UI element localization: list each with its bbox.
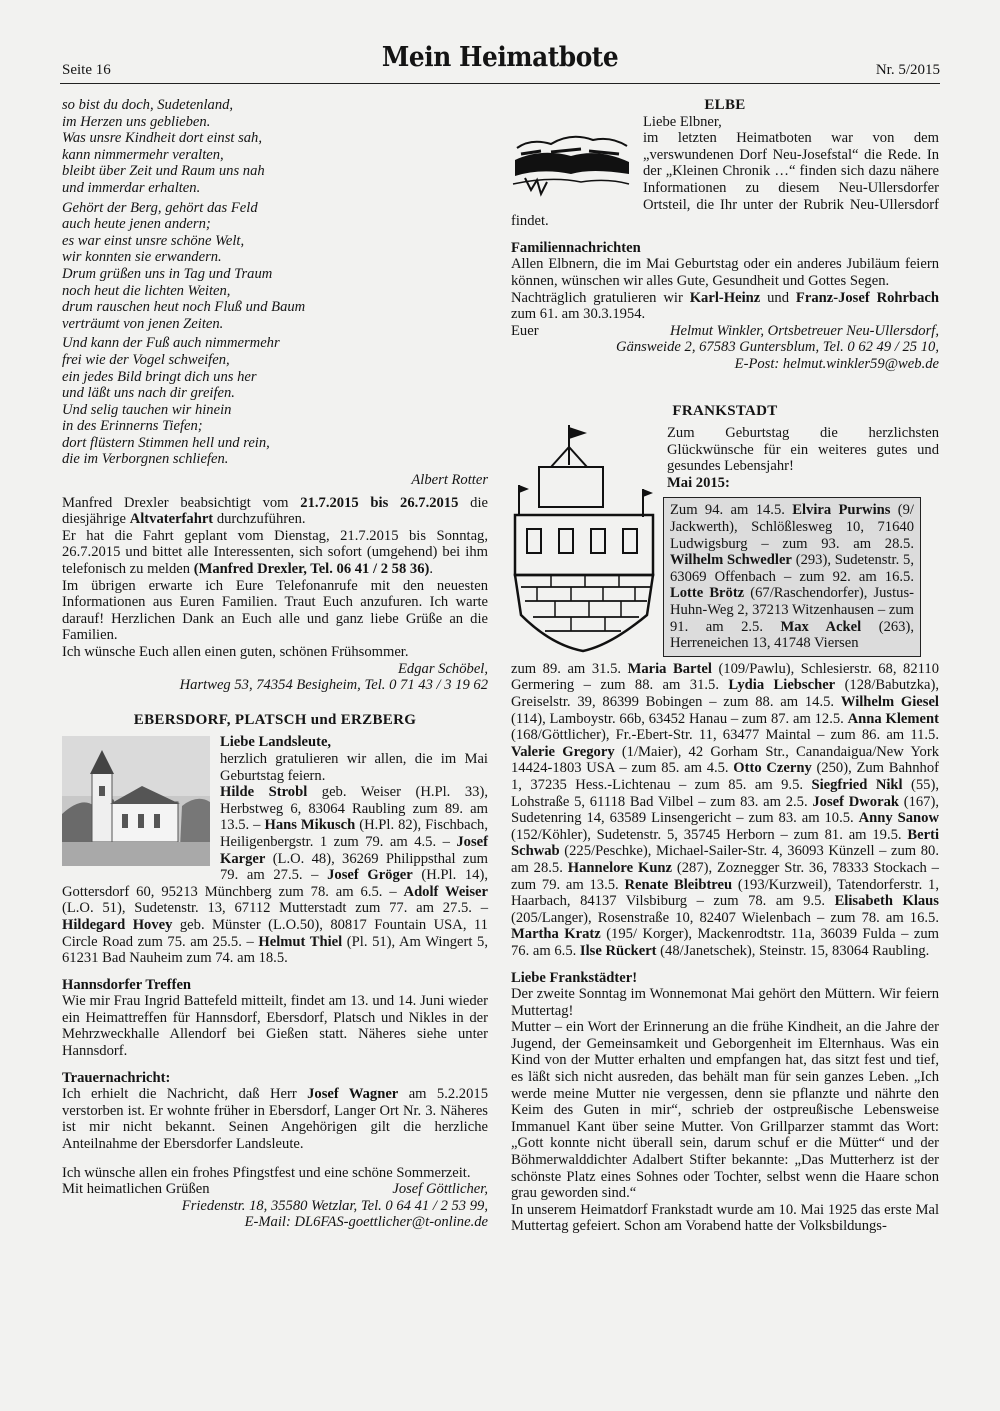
entry-details: (193/Kurzweil), Tatendorferstr. 1, Haarbach, 84137 Vilsbiburg – zum 78. am 9.5. [511, 876, 939, 910]
masthead-title: Mein Heimatbote [381, 42, 619, 73]
drexler-paragraph-3: Im übrigen erwarte ich Eure Telefonanrufe mit den neuesten Informationen aus Euren Familien. Traut Euch anzufuren. Ich warte darauf! Herzlichen Dank an Euch alle und ganz liebe Grüße an die Familien. [62, 577, 488, 644]
poem-line: verträumt von jenen Zeiten. [62, 315, 224, 332]
entry-details: (Pl. 51), Am Wingert 5, 61231 Bad Nauheim zum 74. am 18.5. [62, 933, 488, 967]
person-name: Elvira Purwins [792, 502, 891, 519]
issue-number: Nr. 5/2015 [875, 62, 940, 78]
entry-details: (48/Janetschek), Steinstr. 15, 83064 Raubling. [656, 942, 930, 959]
entry-prefix: Zum 94. am 14.5. [670, 502, 793, 519]
poem-line: drum rauschen heut noch Fluß und Baum [62, 299, 306, 316]
entry-details: (L.O. 51), Sudetenstr. 13, 67112 Mutterstadt zum 77. am 27.5. – [62, 900, 488, 917]
ebersdorf-block [62, 734, 488, 966]
frankstadt-month: Mai 2015: [667, 474, 730, 491]
entry-details: geb. Weiser (H.Pl. 33), Herbstweg 6, 83064 Raubling zum 89. am 13.5. – [220, 784, 488, 834]
poem-line: und immerdar erhalten. [62, 179, 201, 196]
entry-details: (287), Zoznegger Str. 36, 78333 Stockach – zum 79. am 13.5. [511, 859, 939, 893]
family-late-congrats: Nachträglich gratulieren wir Karl-Heinz und Franz-Josef Rohrbach zum 61. am 30.3.1954. [511, 289, 940, 323]
entry-details: geb. Münster (L.O.50), 80817 Fountain USA, 11 Circle Road zum 75. am 25.5. – [62, 916, 488, 950]
poem-line: noch heut die lichten Weiten, [62, 282, 231, 299]
entry-details: (205/Langer), Rosenstraße 10, 82407 Wielenbach – zum 78. am 16.5. [511, 909, 939, 926]
entry-details: (168/Göttlicher), Fr.-Ebert-Str. 11, 63477 Maintal – zum 86. am 11.5. [511, 727, 939, 744]
poem-line: in des Erinnerns Tiefen; [62, 418, 203, 435]
person-name: Hildegard Hovey [62, 916, 173, 933]
closing-address: Friedenstr. 18, 35580 Wetzlar, Tel. 0 64 41 / 2 53 99, [181, 1197, 488, 1214]
entry-prefix: zum 89. am 31.5. [511, 660, 628, 677]
elbe-text: im letzten Heimatboten war von dem „verswundenen Dorf Neu-Josefstal“ die Rede. In der „Kleinen Chronik …“ finden sich dazu nähere Informationen zu diesem Neu-Ullersdorfer Ortsteil, die Ihr unter der Rubrik Neu-Ullersdorf findet. [511, 130, 939, 230]
poem-line: auch heute jenen andern; [62, 216, 211, 233]
poem-line: dort flüstern Stimmen hell und rein, [62, 434, 270, 451]
person-name: Anna Klement [847, 710, 939, 727]
person-name: Lotte Brötz [670, 585, 745, 602]
frankstadt-birthdays [511, 661, 939, 960]
frankstadt-intro: Zum Geburtstag die herzlichsten Glückwünsche für ein weiteres gutes und gesundes Lebensjahr! [667, 425, 939, 475]
poem-line: die im Verborgnen schliefen. [62, 451, 229, 468]
closing-greeting-line: Mit heimatlichen Grüßen Josef Göttlicher, [62, 1181, 488, 1198]
entry-details: (67/Raschendorfer), Justus-Huhn-Weg 2, 37213 Witzenhausen – zum 91. am 2.5. [670, 585, 914, 635]
poem-line: Gehört der Berg, gehört das Feld [62, 199, 258, 216]
drexler-paragraph-2: Er hat die Fahrt geplant vom Dienstag, 21.7.2015 bis Sonntag, 26.7.2015 und bittet alle Interessenten, sich sofort (umgehend) bei ihm telefonisch zu melden (Manfred Drexler, Tel. 06 41 / 2 58 36). [62, 527, 488, 578]
family-signature-address: Gänsweide 2, 67583 Guntersblum, Tel. 0 62 49 / 25 10, [616, 339, 939, 356]
poem-line: im Herzen uns geblieben. [62, 113, 211, 130]
section-heading-frankstadt: FRANKSTADT [672, 402, 778, 419]
left-column [62, 97, 488, 1231]
entry-details: (114), Lamboystr. 66b, 63452 Hanau – zum 87. am 12.5. [511, 710, 848, 727]
person-name: Renate Bleibtreu [624, 876, 733, 893]
poem-line: und läßt uns nach dir greifen. [62, 385, 235, 402]
hannsdorf-text: Wie mir Frau Ingrid Battefeld mitteilt, findet am 13. und 14. Juni wieder ein Heimattreffen für Hannsdorf, Ebersdorf, Platsch und Nikles in der Mehrzweckhalle Allendorf bei Gießen statt. Näheres siehe unter Hannsdorf. [62, 993, 488, 1060]
closing-wish: Ich wünsche allen ein frohes Pfingstfest und eine schöne Sommerzeit. [62, 1164, 471, 1181]
person-name: Wilhelm Giesel [840, 694, 939, 710]
person-name: Helmut Thiel [258, 933, 343, 950]
poem-line: wir konnten sie erwandern. [62, 249, 222, 266]
poem-line: ein jedes Bild bringt dich uns her [62, 368, 257, 385]
poem [62, 97, 488, 468]
poem-line: es war einst unsre schöne Welt, [62, 232, 245, 249]
entry-details: (55), Lohstraße 5, 61118 Bad Vilbel – zum 83. am 2.5. [511, 776, 939, 810]
entry-details: (293), Sudetenstr. 5, 63069 Offenbach – zum 92. am 16.5. [670, 552, 914, 585]
entry-details: (167), Sudetenring 14, 63589 Linsengericht – zum 83. am 10.5. [511, 793, 939, 827]
church-image [62, 736, 210, 866]
entry-details: (263), Herreneichen 13, 41748 Viersen [670, 618, 914, 652]
poem-author: Albert Rotter [411, 472, 488, 489]
drexler-paragraph-1: Manfred Drexler beabsichtigt vom 21.7.2015 bis 26.7.2015 die diesjährige Altvaterfahrt durchzuführen. [62, 494, 488, 528]
person-name: Hilde Strobl [220, 784, 308, 801]
entry-details: (128/Babutzka), Greiselstr. 39, 86399 Bobingen – zum 88. am 14.5. [511, 677, 940, 710]
person-name: Max Ackel [780, 618, 862, 635]
drexler-paragraph-4: Ich wünsche Euch allen einen guten, schönen Frühsommer. [62, 644, 409, 660]
mother-paragraph-1: Der zweite Sonntag im Wonnemonat Mai gehört den Müttern. Wir feiern Muttertag! [511, 986, 939, 1019]
person-name: Wilhelm Schwedler [670, 552, 792, 569]
landscape-sketch [511, 118, 631, 200]
trauer-text: Ich erhielt die Nachricht, daß Herr Josef Wagner am 5.2.2015 verstorben ist. Er wohnte früher in Ebersdorf, Langer Ort Nr. 3. Näheres ist mir nicht bekannt. Seinen Angehörigen gilt die herzliche Anteilnahme der Ebersdorfer Landsleute. [62, 1086, 488, 1153]
entry-details: (195/ Korger), Mackenrodtstr. 11a, 36039 Fulda – zum 76. am 6.5. [511, 926, 940, 959]
poem-line: bleibt über Zeit und Raum uns nah [62, 163, 265, 180]
right-column [511, 97, 939, 1235]
entry-details: (9/ Jackwerth), Schlößlesweg 10, 71640 Ludwigsburg – zum 93. am 28.5. [670, 502, 914, 552]
frankstadt-block [511, 425, 939, 657]
poem-line: Was unsre Kindheit dort einst sah, [62, 130, 263, 147]
entry-details: (H.Pl. 14), Gottersdorf 60, 95213 Münchberg zum 78. am 6.5. – [62, 867, 488, 900]
entry-details: (225/Peschke), Michael-Sailer-Str. 4, 36093 Künzell – zum 80. am 28.5. [511, 843, 939, 876]
highlight-box [663, 497, 921, 656]
elbe-block [511, 114, 939, 230]
family-signature-line: Euer Helmut Winkler, Ortsbetreuer Neu-Ullersdorf, [511, 322, 939, 339]
person-name: Maria Bartel [627, 660, 712, 677]
mother-paragraph-2: Mutter – ein Wort der Erinnerung an die frühe Kindheit, an die Jahre der Jugend, der Gemeinsamkeit und Geborgenheit im Elternhaus. Was ein Kind von der Mutter erhalten und empfangen hat, das sitzt fest und tief, es läßt sich nicht ausreden, das behält man für sein ganzes Leben. „Ich werde meine Mutter nie vergessen, denn sie pflanzte und nährte den Keim des Guten in mir“, schrieb der ostpreußische Lebensweise Immanuel Kant über seine Mutter. Von Grillparzer stammt das Wort: „Gott konnte nicht überall sein, darum schuf er die Mütter“ und der Böhmerwalddichter Adalbert Stifter bekannte: „Das Mutterherz ist der schönste Platz eines Sohnes oder Tochter, selbst wenn die Haare schon grau geworden sind.“ [511, 1019, 939, 1202]
family-text: Allen Elbnern, die im Mai Geburtstag oder ein anderes Jubiläum feiern können, wünschen wir alles Gute, Gesundheit und Gottes Segen. [511, 256, 939, 289]
box-birthdays [670, 502, 914, 651]
poem-line: frei wie der Vogel schweifen, [62, 351, 230, 368]
header-rule [60, 83, 940, 84]
entry-details: (109/Pawlu), Schlesierstr. 68, 82110 Germering – zum 88. am 31.5. [511, 660, 939, 694]
castle-drawing [511, 425, 661, 655]
entry-details: (1/Maier), 42 Gorham Str., Canandaigua/New York 14424-1803 USA – zum 85. am 4.5. [511, 743, 939, 777]
entry-details: (L.O. 48), 36269 Philippsthal zum 79. am 27.5. – [220, 850, 488, 884]
family-signature-email: E-Post: helmut.winkler59@web.de [734, 355, 939, 372]
church-photo [62, 736, 210, 866]
person-name: Adolf Weiser [403, 883, 488, 900]
poem-line: Drum grüßen uns in Tag und Traum [62, 265, 273, 282]
ebersdorf-intro: herzlich gratulieren wir allen, die im Mai Geburtstag feiern. [220, 750, 488, 784]
person-name: Hannelore Kunz [567, 859, 673, 876]
page-number: Seite 16 [62, 62, 111, 78]
castle-sketch [511, 425, 661, 655]
elbe-greeting: Liebe Elbner, [643, 113, 722, 130]
signature-address: Hartweg 53, 74354 Besigheim, Tel. 0 71 43 / 3 19 62 [179, 677, 488, 694]
subheading-liebe-frankstaedter: Liebe Frankstädter! [511, 969, 638, 986]
person-name: Hans Mikusch [264, 817, 356, 834]
section-heading-elbe: ELBE [704, 97, 746, 113]
person-name: Anny Sanow [858, 810, 939, 827]
mother-paragraph-3: In unserem Heimatdorf Frankstadt wurde am 10. Mai 1925 das erste Mal Muttertag gefeiert. Schon am Vorabend hatte der Volksbildungs- [511, 1201, 939, 1235]
person-name: Josef Dworak [812, 793, 899, 810]
person-name: Elisabeth Klaus [834, 893, 939, 910]
entry-details: (152/Köhler), Sudetenstr. 5, 35745 Herborn – zum 81. am 19.5. [511, 826, 908, 843]
section-heading-ebersdorf: EBERSDORF, PLATSCH und ERZBERG [133, 711, 417, 728]
person-name: Siegfried Nikl [811, 776, 903, 793]
entry-details: (H.Pl. 82), Fischbach, Heiligenbergstr. 1 zum 79. am 4.5. – [220, 817, 488, 850]
closing-email: E-Mail: DL6FAS-goettlicher@t-online.de [244, 1214, 488, 1231]
poem-line: Und kann der Fuß auch nimmermehr [62, 335, 280, 352]
person-name: Otto Czerny [733, 760, 812, 777]
person-name: Lydia Liebscher [728, 677, 836, 694]
person-name: Ilse Rückert [579, 942, 657, 959]
poem-line: Und selig tauchen wir hinein [62, 401, 232, 418]
subheading-trauer: Trauernachricht: [62, 1069, 171, 1086]
person-name: Josef Gröger [327, 867, 413, 884]
elbe-drawing [511, 118, 631, 200]
poem-line: kann nimmermehr veralten, [62, 146, 224, 163]
person-name: Martha Kratz [511, 926, 601, 943]
person-name: Berti Schwab [511, 826, 939, 860]
poem-line: so bist du doch, Sudetenland, [62, 97, 234, 113]
subheading-hannsdorf: Hannsdorfer Treffen [62, 976, 192, 993]
person-name: Valerie Gregory [511, 743, 615, 760]
entry-details: (250), Zum Bahnhof 1, 37235 Hess.-Lichtenau – zum 85. am 9.5. [511, 760, 939, 793]
subheading-familiennachrichten: Familiennachrichten [511, 239, 641, 256]
person-name: Josef Karger [220, 833, 488, 867]
ebersdorf-greeting: Liebe Landsleute, [220, 734, 332, 751]
signature-name: Edgar Schöbel, [398, 660, 488, 677]
